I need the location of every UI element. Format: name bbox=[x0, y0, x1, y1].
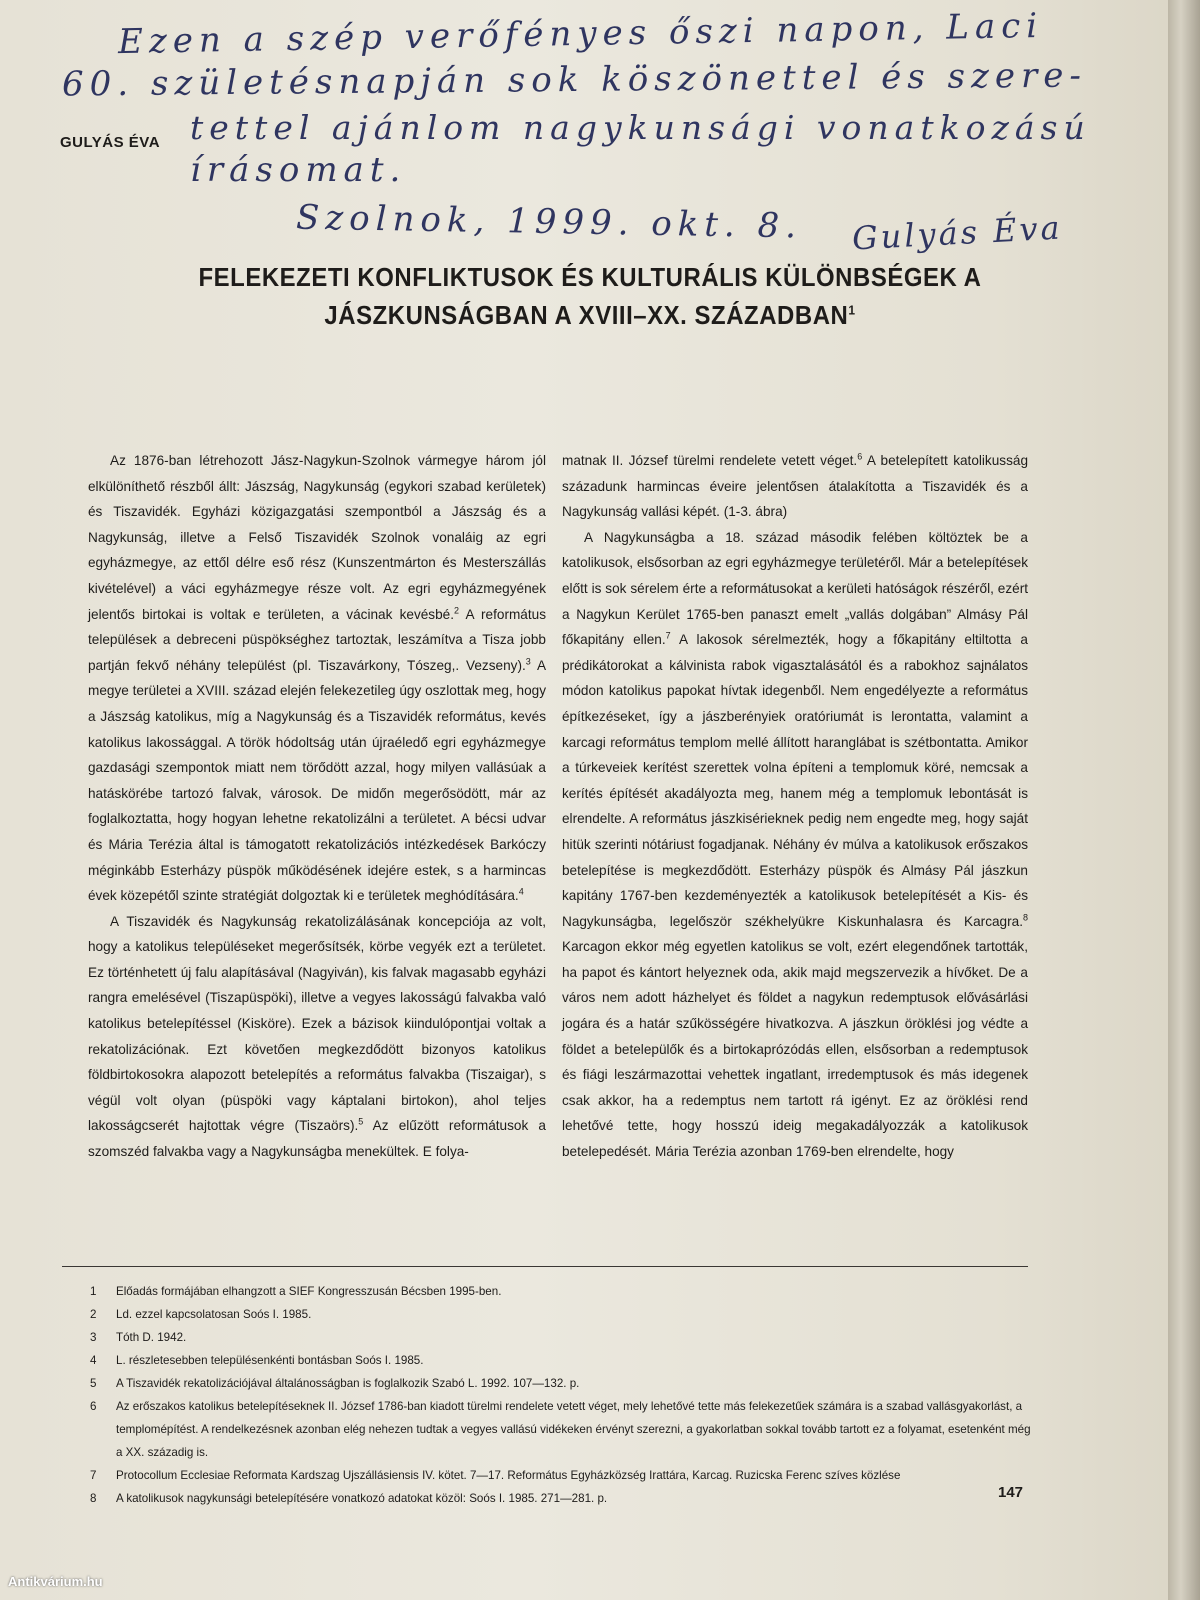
footnote-item bbox=[90, 1326, 1040, 1349]
right-text-column bbox=[562, 448, 1028, 1165]
title-line-1: FELEKEZETI KONFLIKTUSOK ÉS KULTURÁLIS KÜLÖNBSÉGEK A bbox=[198, 262, 982, 292]
text-run: Karcagon ekkor még egyetlen katolikus se volt, ezért elegendőnek tartották, ha papot és kántort helyeznek oda, akik majd megszervezik a hívőket. De a város nem adott házhelyet és földet a nagykun redemptusok elővásárlási jogára és a határ szűkösségére hivatkozva. A jászkun öröklési jog védte a földet a betelepülők és a birtokaprózódás ellen, elsősorban a redemptusok és fiági leszármazottai vehettek ingatlant, irredemptusok és más idegenek csak akkor, ha a redemptus nem tartott rá igényt. Ez az öröklési rend lehetővé tette, hogy hosszú ideig megakadályozzák a katolikusok betelepedését. Mária Terézia azonban 1769-ben elrendelte, hogy bbox=[562, 939, 1028, 1160]
handwritten-signature: Gulyás Éva bbox=[851, 208, 1064, 258]
footnote-item bbox=[90, 1280, 1040, 1303]
footnote-text: Az erőszakos katolikus betelepítéseknek II. József 1786-ban kiadott türelmi rendelete vetett véget, mely lehetővé tette más felekezetűek számára is a szabad vallásgyakorlást, a templomépítést. A rendelkezésnek azonban elég nehezen tudtak a vegyes vallású vidékeken érvényt szerezni, a gyakorlatban sokkal tovább tartott ez a folyamat, esetenként még a XX. századig is. bbox=[116, 1400, 1031, 1459]
handwritten-dedication-line-1: Ezen a szép verőfényes őszi napon, Laci bbox=[117, 5, 1044, 63]
footnote-item bbox=[90, 1349, 1040, 1372]
text-run: A református települések a debreceni püspökséghez tartoztak, leszámítva a Tisza jobb partján fekvő néhány települést (pl. Tiszavárkony, Tószeg,. Vezseny). bbox=[88, 606, 546, 673]
right-paragraph-1 bbox=[562, 448, 1028, 525]
page-number: 147 bbox=[998, 1484, 1024, 1501]
footnotes bbox=[90, 1280, 1040, 1510]
footnote-number: 5 bbox=[90, 1377, 97, 1390]
footnote-item bbox=[90, 1487, 1040, 1510]
title-footnote-ref: 1 bbox=[848, 302, 856, 318]
author-name: GULYÁS ÉVA bbox=[60, 134, 161, 151]
title-line-2 bbox=[158, 296, 1023, 334]
handwritten-dedication-line-4: írásomat. bbox=[190, 150, 407, 190]
footnote-text: Előadás formájában elhangzott a SIEF Kongresszusán Bécsben 1995-ben. bbox=[116, 1285, 502, 1298]
text-run: A megye területei a XVIII. század elején felekezetileg úgy oszlottak meg, hogy a Jászság katolikus, míg a Nagykunság és a Tiszavidék református, kevés katolikus lakossággal. A török hódoltság után újraéledő egri egyházmegye gazdasági szempontok miatt nem törődött azzal, hogy milyen vallásúak a hatáskörébe tartozó falvak, városok. De midőn megerősödött, már az foglalkoztatta, hogy hogyan lehetne rekatolizálni a területet. A bécsi udvar és Mária Terézia által is támogatott rekatolizációs intézkedések Barkóczy méginkább Esterházy püspök működésének idejére estek, s a harmincas évek közepétől szinte stratégiát dolgoztak ki e területek meghódítására. bbox=[88, 657, 547, 904]
left-text-column bbox=[88, 448, 546, 1165]
footnote-ref-2: 2 bbox=[454, 605, 460, 616]
footnote-text: Tóth D. 1942. bbox=[116, 1331, 187, 1344]
footnote-text: L. részletesebben településenkénti bontásban Soós I. 1985. bbox=[116, 1354, 424, 1367]
footnote-item bbox=[90, 1464, 1040, 1487]
handwritten-dedication-line-3: tettel ajánlom nagykunsági vonatkozású bbox=[190, 108, 1091, 147]
article-title bbox=[158, 258, 1023, 334]
text-run: Az elűzött reformátusok a szomszéd falvakba vagy a Nagykunságba menekültek. E folya- bbox=[88, 1118, 546, 1160]
text-run: Az 1876-ban létrehozott Jász-Nagykun-Szolnok vármegye három jól elkülöníthető részből állt: Jászság, Nagykunság (egykori szabad kerületek) és Tiszavidék. Egyházi közigazgatási szempontból a Jászság és a Nagykunság, illetve a Felső Tiszavidék Szolnok vonaláig az egri egyházmegye, az ettől délre eső rész (Kunszentmárton és Mesterszállás kivételével) a váci egyházmegye része volt. Az egri egyházmegyének jelentős birtokai is voltak e területen, a vácinak kevésbé. bbox=[88, 453, 546, 622]
footnote-ref-5: 5 bbox=[358, 1116, 364, 1127]
footnote-number: 7 bbox=[90, 1469, 97, 1482]
footnote-divider bbox=[62, 1266, 1028, 1267]
text-run: A Tiszavidék és Nagykunság rekatolizálásának koncepciója az volt, hogy a katolikus településeket megerősítsék, körbe vegyék ezt a területet. Ez történhetett új falu alapításával (Nagyiván), kis falvak magasabb egyházi rangra emelésével (Tiszapüspöki), illetve a vegyes lakosságú falvakba való katolikus betelepítéssel (Kisköre). Ezek a bázisok kiindulópontjai voltak a rekatolizációnak. Ezt követően megkezdődött bizonyos katolikus földbirtokosokra alapozott betelepítés a református falvakba (Tiszaigar), s végül volt olyan (püspöki vagy káptalani birtokon), ahol teljes lakosságcserét hajtottak végre (Tiszaörs). bbox=[88, 913, 546, 1134]
footnote-text: A Tiszavidék rekatolizációjával általánosságban is foglalkozik Szabó L. 1992. 107—132. p. bbox=[116, 1377, 580, 1390]
footnote-number: 8 bbox=[90, 1492, 97, 1505]
footnote-ref-8: 8 bbox=[1022, 912, 1028, 923]
footnote-ref-4: 4 bbox=[518, 886, 524, 897]
text-run: A Nagykunságba a 18. század második felében költöztek be a katolikusok, elsősorban az egri egyházmegye területéről. Már a betelepítések előtt is sok sérelem érte a reformátusokat a kerületi hatóságok részéről, ezért a Nagykun Kerület 1765-ben panaszt emelt „vallás dolgában” Almásy Pál főkapitány ellen. bbox=[562, 529, 1028, 648]
left-paragraph-2 bbox=[88, 909, 546, 1165]
title-line-2-text: JÁSZKUNSÁGBAN A XVIII–XX. SZÁZADBAN bbox=[324, 300, 849, 330]
footnote-text: A katolikusok nagykunsági betelepítésére vonatkozó adatokat közöl: Soós I. 1985. 271—281. p. bbox=[116, 1492, 608, 1505]
text-run: A betelepített katolikusság századunk harmincas éveire jelentősen átalakította a Tiszavidék és a Nagykunság vallási képét. (1-3. ábra) bbox=[562, 453, 1029, 520]
footnote-number: 1 bbox=[90, 1285, 97, 1298]
text-run: matnak II. József türelmi rendelete vetett véget. bbox=[562, 453, 858, 468]
footnote-ref-6: 6 bbox=[857, 451, 863, 462]
footnote-text: Ld. ezzel kapcsolatosan Soós I. 1985. bbox=[116, 1308, 312, 1321]
left-paragraph-1 bbox=[88, 448, 546, 909]
footnote-item bbox=[90, 1303, 1040, 1326]
handwritten-date: Szolnok, 1999. okt. 8. bbox=[295, 197, 803, 247]
footnote-item bbox=[90, 1395, 1040, 1464]
footnote-number: 2 bbox=[90, 1308, 97, 1321]
watermark: Antikvárium.hu bbox=[8, 1574, 103, 1589]
footnote-text: Protocollum Ecclesiae Reformata Kardszag Ujszállásiensis IV. kötet. 7—17. Református Egyházközség Irattára, Karcag. Ruzicska Ferenc szíves közlése bbox=[116, 1469, 901, 1482]
right-paragraph-2 bbox=[562, 525, 1028, 1165]
footnote-number: 4 bbox=[90, 1354, 97, 1367]
footnote-number: 6 bbox=[90, 1400, 97, 1413]
footnote-number: 3 bbox=[90, 1331, 97, 1344]
footnote-ref-3: 3 bbox=[525, 656, 531, 667]
page-stack-edge bbox=[1168, 0, 1200, 1600]
text-run: A lakosok sérelmezték, hogy a főkapitány eltiltotta a prédikátorokat a kálvinista rabok vigasztalásától és a rabokhoz sajnálatos módon katolikus papokat hívtak idegenből. Nem engedélyezte a református építkezéseket, így a jászberényiek oratóriumát is lerontatta, valamint a karcagi református templom mellé állított haranglábat is szétbontatta. Amikor a túrkeveiek kerítést szerettek volna építeni a templomuk köré, nemcsak a kerítés építését akadályozta meg, hanem még a templomuk lebontását is elrendelte. A református jászkisérieknek pedig nem engedte meg, hogy saját hitük szerinti nótáriust fogadjanak. Néhány év múlva a katolikusok erőszakos betelepítése is megkezdődött. Esterházy püspök és Almásy Pál jászkun kapitány 1767-ben kezdeményezték a katolikusok betelepítését a Kis- és Nagykunságba, legelőször székhelyükre Kiskunhalasra és Karcagra. bbox=[562, 632, 1028, 929]
handwritten-dedication-line-2: 60. születésnapján sok köszönettel és szere- bbox=[61, 55, 1088, 105]
footnote-ref-7: 7 bbox=[665, 630, 671, 641]
footnote-item bbox=[90, 1372, 1040, 1395]
